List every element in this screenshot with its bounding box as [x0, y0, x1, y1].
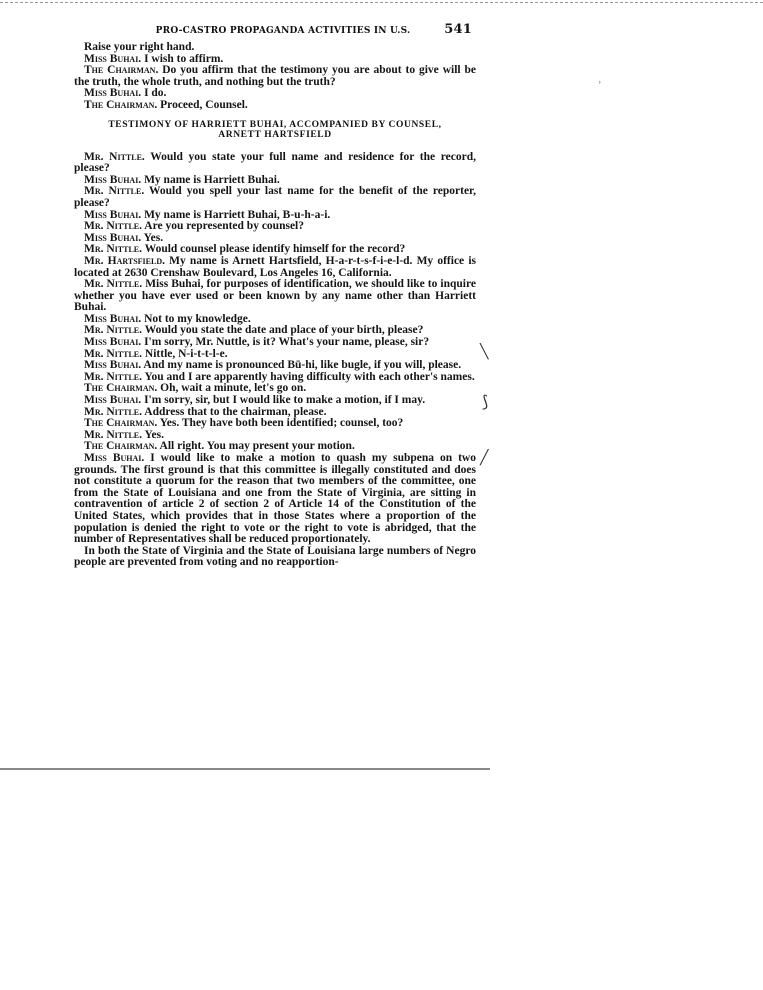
dialogue-paragraph: Mr. Hartsfield. My name is Arnett Hartsfield, H-a-r-t-s-f-i-e-l-d. My office is located at 2630 Crenshaw Boulevard, Los Angeles 16, California.: [74, 254, 476, 279]
dialogue-paragraph: Mr. Nittle. Miss Buhai, for purposes of identification, we should like to inquire whether you have ever used or been known by any name other than Harriett Buhai.: [74, 278, 476, 314]
dialogue-paragraph: In both the State of Virginia and the State of Louisiana large numbers of Negro people are prevented from voting and no reapportion-: [74, 544, 476, 569]
dialogue-paragraph: Miss Buhai. Not to my knowledge.: [84, 312, 251, 325]
dialogue-paragraph: Mr. Nittle. Nittle, N-i-t-t-l-e.: [84, 347, 228, 360]
dialogue-paragraph: Miss Buhai. Yes.: [84, 231, 164, 244]
dialogue-paragraph: The Chairman. Oh, wait a minute, let's go on.: [84, 382, 307, 395]
dialogue-paragraph: Mr. Nittle. Would counsel please identify himself for the record?: [84, 243, 406, 256]
dialogue-paragraph: Mr. Nittle. Are you represented by counsel?: [84, 220, 304, 233]
page-header: [74, 24, 476, 42]
text-line: Raise your right hand.: [84, 41, 195, 53]
dialogue-paragraph: Miss Buhai. My name is Harriett Buhai, B-u-h-a-i.: [84, 208, 331, 221]
document-page: [74, 24, 476, 569]
dialogue-paragraph: Miss Buhai. My name is Harriett Buhai.: [84, 173, 280, 186]
running-head: PRO-CASTRO PROPAGANDA ACTIVITIES IN U.S.: [155, 26, 411, 36]
dialogue-paragraph: Mr. Nittle. Would you state the date and place of your birth, please?: [84, 324, 424, 337]
section-subheading: ARNETT HARTSFIELD: [218, 129, 332, 140]
section-heading: TESTIMONY OF HARRIETT BUHAI, ACCOMPANIED BY COUNSEL,: [108, 119, 442, 130]
text-line: The Chairman. Proceed, Counsel.: [84, 98, 248, 111]
dialogue-paragraph: Mr. Nittle. Would you state your full name and residence for the record, please?: [74, 150, 476, 175]
dialogue-paragraph: The Chairman. Yes. They have both been identified; counsel, too?: [84, 417, 404, 430]
dialogue-paragraph: The Chairman. All right. You may present your motion.: [84, 440, 355, 453]
dialogue-paragraph: Mr. Nittle. Address that to the chairman, please.: [84, 405, 327, 418]
dialogue-paragraph: Miss Buhai. And my name is pronounced Bū-hi, like bugle, if you will, please.: [84, 359, 462, 372]
margin-mark: ╲: [480, 344, 489, 360]
scan-speck: ⸒: [598, 71, 602, 84]
dialogue-paragraph: Mr. Nittle. Yes.: [84, 428, 164, 441]
bottom-rule: [0, 768, 490, 770]
dialogue-paragraph: Mr. Nittle. Would you spell your last name for the benefit of the reporter, please?: [74, 185, 476, 209]
dialogue-paragraph: Mr. Nittle. You and I are apparently having difficulty with each other's names.: [84, 370, 475, 383]
dialogue-paragraph: Miss Buhai. I would like to make a motion to quash my subpena on two grounds. The first ground is that this committee is illegally constituted and does not constitute a quorum for the reason that two members of the committee, one from the State of Louisiana and one from the State of Virginia, are sitting in contravention of article 2 of section 2 of Article 14 of the Constitution of the United States, which provides that in those States where a proportion of the population is denied the right to vote or the right to vote is abridged, that the number of Representatives shall be reduced proportionately.: [74, 452, 476, 546]
dialogue-paragraph: Miss Buhai. I'm sorry, Mr. Nuttle, is it? What's your name, please, sir?: [84, 336, 430, 349]
oath-block: [74, 42, 476, 112]
testimony-body: [74, 152, 476, 569]
top-rule: [0, 2, 763, 3]
text-line: Miss Buhai. I wish to affirm.: [84, 52, 224, 65]
margin-mark: ╱: [480, 450, 489, 466]
text-line: Miss Buhai. I do.: [84, 87, 167, 100]
text-line: The Chairman. Do you affirm that the testimony you are about to give will be the truth, the whole truth, and nothing but the truth?: [74, 64, 477, 88]
dialogue-paragraph: Miss Buhai. I'm sorry, sir, but I would like to make a motion, if I may.: [84, 394, 426, 407]
page-number: 541: [444, 22, 472, 37]
margin-bracket-mark: ⟆: [482, 392, 489, 411]
